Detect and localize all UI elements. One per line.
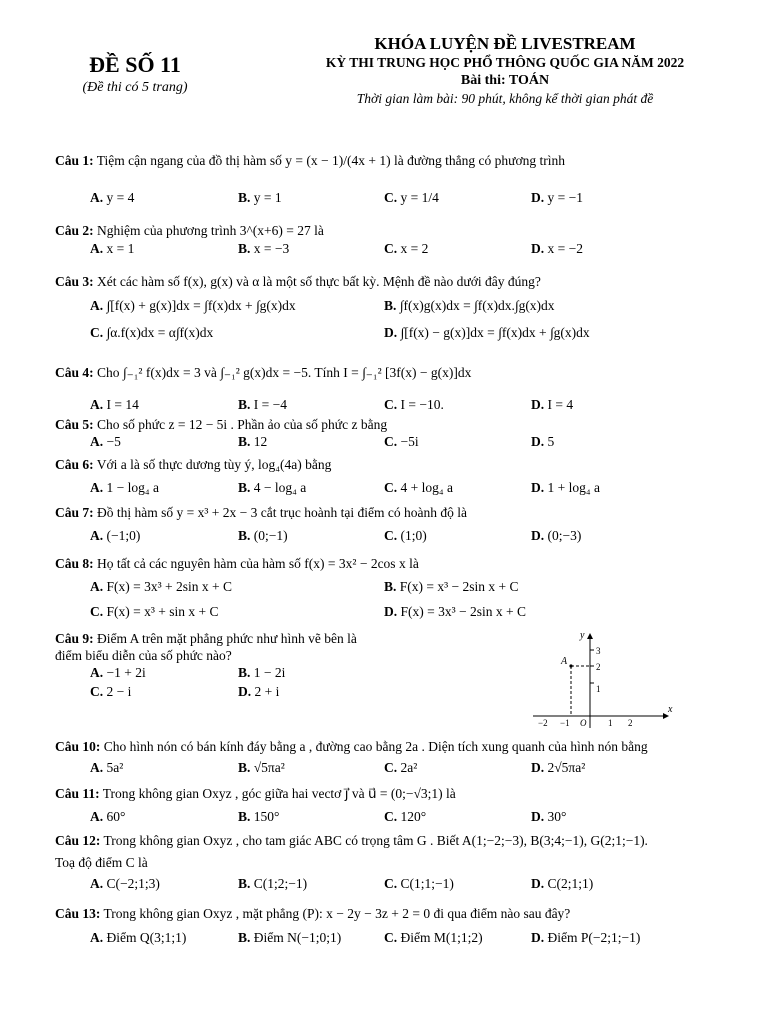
options-7: A. (−1;0) B. (0;−1) C. (1;0) D. (0;−3)	[90, 528, 582, 543]
options-5: A. −5 B. 12 C. −5i D. 5	[90, 434, 555, 449]
subject: Bài thi: TOÁN	[460, 73, 550, 88]
question-13: Câu 13: Trong không gian Oxyz , mặt phẳng (P): x − 2y − 3z + 2 = 0 đi qua điểm nào sau đây?	[55, 906, 571, 921]
options-6: A. 1 − log₄ a B. 4 − log₄ a C. 4 + log₄ a D. 1 + log₄ a	[90, 480, 600, 495]
question-12: Câu 12: Trong không gian Oxyz , cho tam giác ABC có trọng tâm G . Biết A(1;−2;−3), B(3;4;−1), G(2;1;−1).	[55, 833, 648, 848]
question-7: Câu 7: Đồ thị hàm số y = x³ + 2x − 3 cắt trục hoành tại điểm có hoành độ là	[55, 505, 467, 520]
x-axis-label: x	[668, 704, 673, 715]
y-tick: 1	[596, 684, 601, 694]
options-12: A. C(−2;1;3) B. C(1;2;−1) C. C(1;1;−1) D. C(2;1;1)	[90, 876, 594, 891]
time-note: Thời gian làm bài: 90 phút, không kể thời gian phát đề	[356, 91, 654, 106]
options-9a: A. −1 + 2i B. 1 − 2i	[90, 665, 286, 680]
exam-number: ĐỀ SỐ 11	[89, 52, 181, 77]
x-tick: −2	[538, 718, 548, 728]
question-1: Câu 1: Tiệm cận ngang của đồ thị hàm số y = (x − 1)/(4x + 1) là đường thẳng có phương trình	[55, 153, 565, 168]
options-4: A. I = 14 B. I = −4 C. I = −10. D. I = 4	[90, 397, 574, 412]
options-10: A. 5a² B. √5πa² C. 2a² D. 2√5πa²	[90, 760, 586, 775]
options-8b: C. F(x) = x³ + sin x + C D. F(x) = 3x³ − 2sin x + C	[90, 604, 527, 619]
options-1: A. y = 4 B. y = 1 C. y = 1/4 D. y = −1	[90, 190, 583, 205]
x-tick: −1	[560, 718, 570, 728]
question-6: Câu 6: Với a là số thực dương tùy ý, log₄(4a) bằng	[55, 457, 332, 472]
question-3: Câu 3: Xét các hàm số f(x), g(x) và α là một số thực bất kỳ. Mệnh đề nào dưới đây đúng?	[55, 274, 541, 289]
x-tick: 1	[608, 718, 613, 728]
exam-header-right	[255, 34, 755, 107]
x-tick: 2	[628, 718, 633, 728]
options-9b: C. 2 − i D. 2 + i	[90, 684, 280, 699]
question-9: Câu 9: Điểm A trên mặt phẳng phức như hình vẽ bên là	[55, 631, 357, 646]
question-2: Câu 2: Nghiệm của phương trình 3^(x+6) = 27 là	[55, 223, 324, 238]
options-3a: A. ∫[f(x) + g(x)]dx = ∫f(x)dx + ∫g(x)dx B. ∫f(x)g(x)dx = ∫f(x)dx.∫g(x)dx	[90, 298, 555, 313]
options-2: A. x = 1 B. x = −3 C. x = 2 D. x = −2	[90, 241, 583, 256]
exam-header-left	[55, 52, 215, 96]
question-8: Câu 8: Họ tất cả các nguyên hàm của hàm số f(x) = 3x² − 2cos x là	[55, 556, 419, 571]
question-10: Câu 10: Cho hình nón có bán kính đáy bằng a , đường cao bằng 2a . Diện tích xung quanh của hình nón bằng	[55, 739, 648, 754]
complex-plane-figure	[528, 628, 678, 732]
question-4: Câu 4: Cho ∫₋₁² f(x)dx = 3 và ∫₋₁² g(x)dx = −5. Tính I = ∫₋₁² [3f(x) − g(x)]dx	[55, 365, 472, 380]
question-12-line2: Toạ độ điểm C là	[55, 855, 148, 870]
options-8a: A. F(x) = 3x³ + 2sin x + C B. F(x) = x³ − 2sin x + C	[90, 579, 519, 594]
course-title: KHÓA LUYỆN ĐỀ LIVESTREAM	[374, 34, 636, 53]
options-13: A. Điểm Q(3;1;1) B. Điểm N(−1;0;1) C. Điểm M(1;1;2) D. Điểm P(−2;1;−1)	[90, 930, 641, 945]
pages-note: (Đề thi có 5 trang)	[82, 80, 188, 95]
question-9-line2: điểm biểu diễn của số phức nào?	[55, 648, 232, 663]
question-5: Câu 5: Cho số phức z = 12 − 5i . Phần ảo của số phức z bằng	[55, 417, 388, 432]
point-a	[569, 664, 572, 667]
y-tick: 2	[596, 662, 601, 672]
options-3b: C. ∫α.f(x)dx = α∫f(x)dx D. ∫[f(x) − g(x)]dx = ∫f(x)dx + ∫g(x)dx	[90, 325, 590, 340]
options-11: A. 60° B. 150° C. 120° D. 30°	[90, 809, 567, 824]
point-a-label: A	[561, 656, 568, 667]
exam-name: KỲ THI TRUNG HỌC PHỔ THÔNG QUỐC GIA NĂM 2022	[325, 55, 685, 70]
question-11: Câu 11: Trong không gian Oxyz , góc giữa hai vectơ j⃗ và u⃗ = (0;−√3;1) là	[55, 786, 456, 801]
origin-label: O	[580, 718, 587, 728]
y-axis-label: y	[580, 630, 585, 641]
y-tick: 3	[596, 646, 601, 656]
